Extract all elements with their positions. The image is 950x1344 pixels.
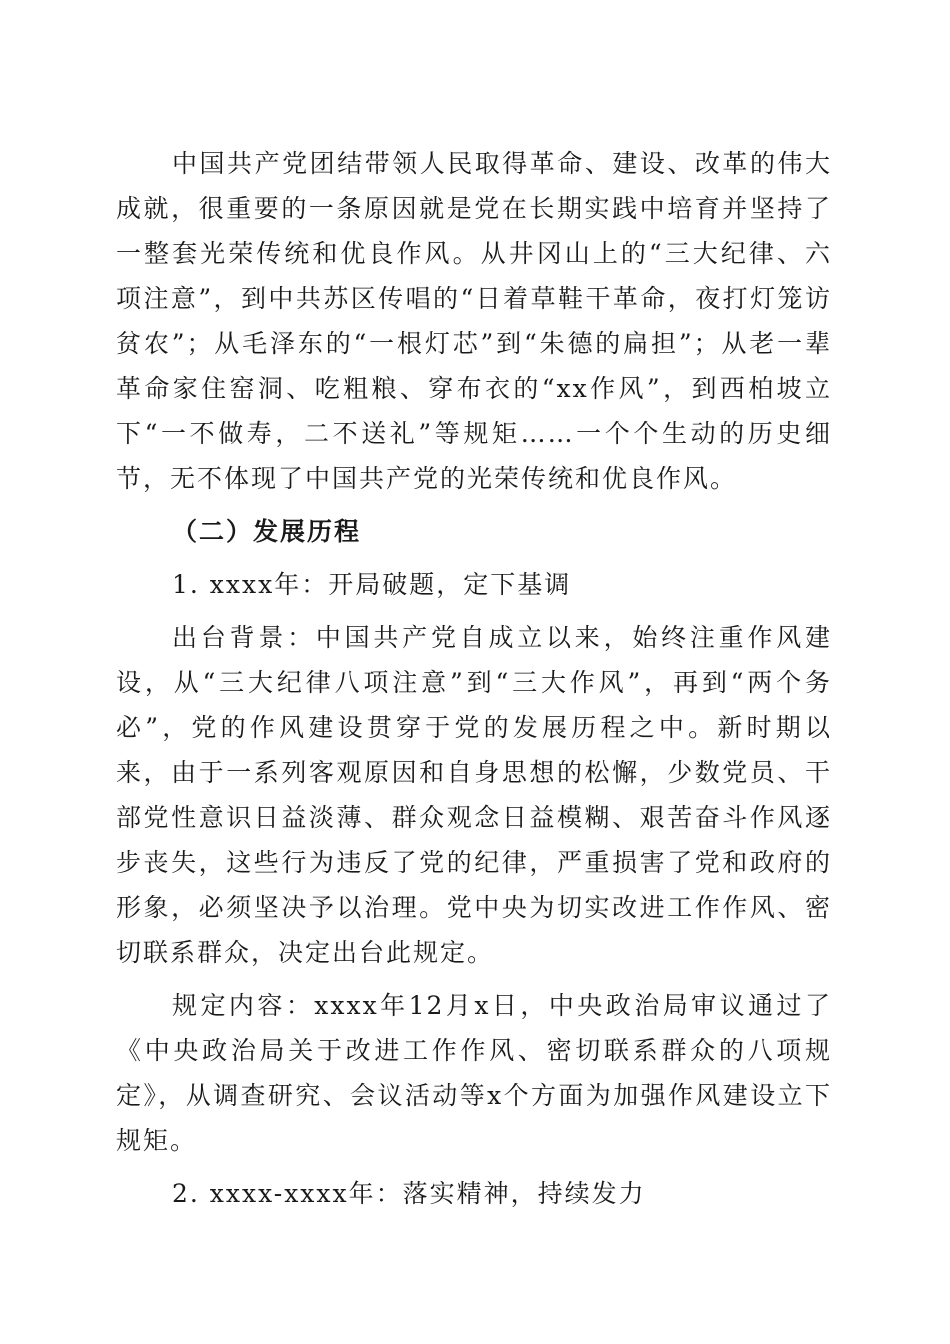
item-2-heading: 2. xxxx-xxxx年：落实精神，持续发力	[172, 1179, 646, 1208]
section-heading: （二）发展历程	[172, 517, 362, 546]
document-body	[116, 141, 832, 1216]
item-1-content-paragraph: 规定内容：xxxx年12月x日，中央政治局审议通过了《中央政治局关于改进工作作风、密切联系群众的八项规定》，从调查研究、会议活动等x个方面为加强作风建设立下规矩。	[116, 991, 832, 1155]
item-1-background-paragraph: 出台背景：中国共产党自成立以来，始终注重作风建设，从“三大纪律八项注意”到“三大作风”，再到“两个务必”，党的作风建设贯穿于党的发展历程之中。新时期以来，由于一系列客观原因和自身思想的松懈，少数党员、干部党性意识日益淡薄、群众观念日益模糊、艰苦奋斗作风逐步丧失，这些行为违反了党的纪律，严重损害了党和政府的形象，必须坚决予以治理。党中央为切实改进工作作风、密切联系群众，决定出台此规定。	[116, 623, 832, 967]
intro-paragraph: 中国共产党团结带领人民取得革命、建设、改革的伟大成就，很重要的一条原因就是党在长期实践中培育并坚持了一整套光荣传统和优良作风。从井冈山上的“三大纪律、六项注意”，到中共苏区传唱的“日着草鞋干革命，夜打灯笼访贫农”；从毛泽东的“一根灯芯”到“朱德的扁担”；从老一辈革命家住窑洞、吃粗粮、穿布衣的“xx作风”，到西柏坡立下“一不做寿，二不送礼”等规矩……一个个生动的历史细节，无不体现了中国共产党的光荣传统和优良作风。	[116, 149, 832, 493]
item-1-heading: 1. xxxx年：开局破题，定下基调	[172, 570, 572, 599]
